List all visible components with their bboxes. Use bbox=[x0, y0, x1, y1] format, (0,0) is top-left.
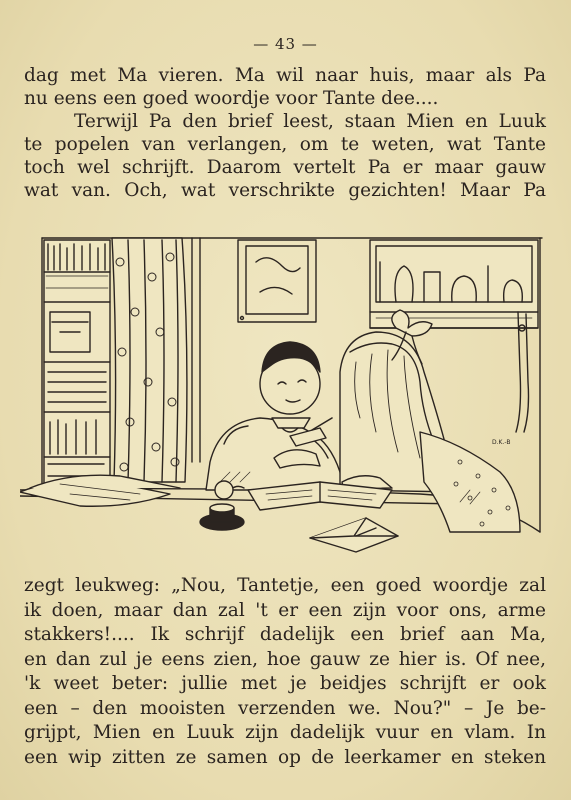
boy-figure bbox=[206, 342, 342, 490]
text-line: toch wel schrijft. Daarom vertelt Pa er maar gauw bbox=[24, 157, 546, 178]
curtain bbox=[112, 238, 187, 482]
text-line: stakkers!.... Ik schrijf dadelijk een brief aan Ma, bbox=[24, 624, 546, 645]
text-line: grijpt, Mien en Luuk zijn dadelijk vuur en vlam. In bbox=[24, 722, 546, 743]
bookshelf bbox=[44, 240, 110, 490]
text-line: Terwijl Pa den brief leest, staan Mien en Luuk bbox=[74, 111, 546, 132]
text-block-bottom bbox=[24, 574, 546, 770]
text-line: nu eens een goed woordje voor Tante dee.... bbox=[24, 88, 439, 109]
text-line: een – den mooisten verzenden we. Nou?" – Je be- bbox=[24, 697, 546, 719]
illustration-drawing bbox=[20, 232, 544, 554]
text-line: dag met Ma vieren. Ma wil naar huis, maar als Pa bbox=[24, 65, 546, 86]
hanging-strap bbox=[516, 312, 529, 432]
text-line: en dan zul je eens zien, hoe gauw ze hier is. Of nee, bbox=[24, 648, 546, 670]
globe-lamp bbox=[215, 481, 233, 499]
envelope bbox=[310, 518, 398, 552]
text-line: een wip zitten ze samen op de leerkamer en steken bbox=[24, 746, 546, 768]
text-line: te popelen van verlangen, om te weten, wat Tante bbox=[24, 134, 546, 155]
text-line: 'k weet beter: jullie met je beidjes schrijft er ook bbox=[24, 673, 546, 694]
text-line: zegt leukweg: „Nou, Tantetje, een goed woordje zal bbox=[24, 575, 546, 596]
text-block-top bbox=[24, 64, 546, 202]
wall-picture bbox=[238, 240, 316, 322]
illustrator-signature: D.K.-B bbox=[492, 439, 511, 446]
page-number: — 43 — bbox=[253, 35, 318, 53]
illustration-children-writing-letter bbox=[20, 232, 544, 554]
text-line: wat van. Och, wat verschrikte gezichten! Maar Pa bbox=[24, 180, 546, 201]
text-line: ik doen, maar dan zal 't er een zijn voor ons, arme bbox=[24, 599, 546, 621]
